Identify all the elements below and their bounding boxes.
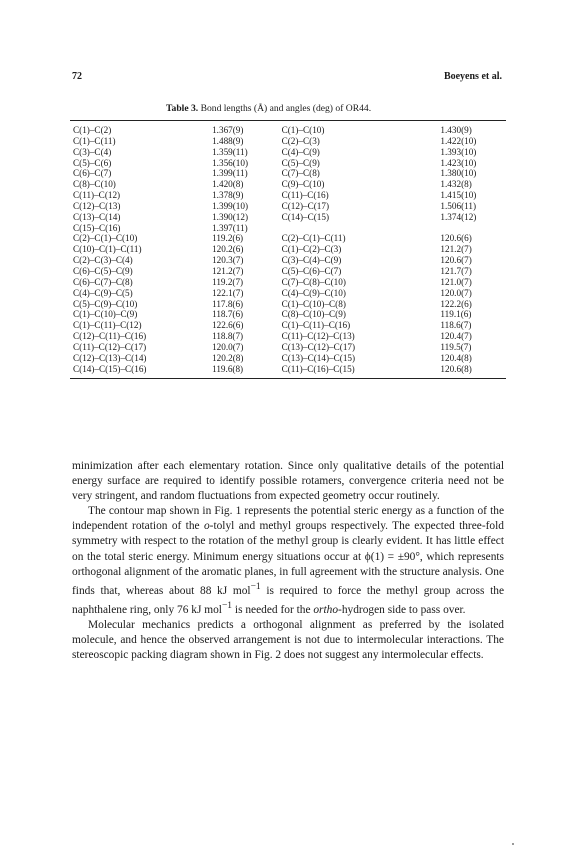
table-row: [70, 277, 506, 288]
bond-label-cell: C(2)–C(3): [281, 135, 320, 146]
bond-table-body: [70, 125, 506, 374]
table-row: [70, 244, 506, 255]
bond-value-cell: 120.6(7): [440, 255, 472, 266]
bond-value-cell: 120.2(6): [212, 244, 244, 255]
text-run: , which represents orthogonal alignment of the aromatic planes, in full agreement with the structure analysis. One finds that, whereas about 88 kJ mol: [72, 550, 504, 597]
bond-label-cell: [282, 223, 441, 234]
table-row: [70, 158, 506, 169]
bond-table: [70, 125, 506, 374]
paragraph: Molecular mechanics predicts a orthogonal alignment as preferred by the isolated molecule, and hence the observed arrangement is not due to intermolecular interactions. The stereoscopic packing diagram shown in Fig. 2 does not suggest any intermolecular effects.: [72, 618, 504, 661]
table-row: [70, 212, 506, 223]
bond-label-cell: C(1)–C(2): [73, 125, 112, 135]
paragraph: minimization after each elementary rotation. Since only qualitative details of the potential energy surface are required to identify possible rotamers, convergence criteria need not be very stringent, and random fluctuations from expected geometry occur routinely.: [72, 460, 504, 503]
scan-speck: [512, 843, 514, 845]
bond-label-cell: C(4)–C(9): [281, 146, 320, 157]
table-row: [70, 136, 506, 147]
text-run: The contour map shown in Fig. 1 represents the potential steric energy as a function of the independent rotation of the: [72, 505, 504, 533]
text-run: -tolyl and methyl groups respectively. The expected three-fold symmetry with respect to the rotation of the methyl group is clearly evident. It has little effect on the total steric energy. Minimum energy situations occur at: [72, 520, 504, 563]
bond-label-cell: C(1)–C(10)–C(8): [281, 298, 346, 309]
bond-label-cell: C(12)–C(17): [281, 200, 330, 211]
bond-value-cell: 1.359(11): [212, 146, 248, 157]
superscript: −1: [221, 600, 233, 611]
bond-value-cell: 1.397(11): [212, 222, 248, 233]
table-row: [70, 342, 506, 353]
bond-label-cell: C(8)–C(10): [73, 179, 116, 190]
bond-value-cell: 122.2(6): [440, 298, 472, 309]
bond-label-cell: C(7)–C(8)–C(10): [281, 276, 346, 287]
bond-label-cell: C(15)–C(16): [73, 222, 121, 233]
bond-label-cell: C(1)–C(11)–C(16): [281, 320, 351, 331]
bond-label-cell: C(3)–C(4): [73, 146, 112, 157]
bond-label-cell: C(12)–C(13)–C(14): [73, 352, 147, 363]
bond-label-cell: C(5)–C(6)–C(7): [281, 265, 342, 276]
bond-value-cell: 121.2(7): [440, 244, 472, 255]
bond-value-cell: 120.0(7): [440, 287, 472, 298]
bond-label-cell: C(3)–C(4)–C(9): [281, 255, 342, 266]
bond-value-cell: 119.6(8): [212, 363, 244, 374]
bond-value-cell: 1.423(10): [440, 157, 477, 168]
bond-label-cell: C(7)–C(8): [281, 168, 320, 179]
bond-value-cell: 1.506(11): [440, 200, 477, 211]
bond-value-cell: [440, 223, 506, 234]
paragraph: [72, 504, 504, 617]
bond-value-cell: 120.2(8): [212, 352, 244, 363]
bond-value-cell: 119.2(7): [212, 276, 244, 287]
table-row: [70, 233, 506, 244]
bond-label-cell: C(6)–C(7): [73, 168, 112, 179]
bond-value-cell: 117.8(6): [212, 298, 244, 309]
bond-value-cell: 1.422(10): [440, 135, 477, 146]
bond-label-cell: C(1)–C(2)–C(3): [281, 244, 342, 255]
table-row: [70, 309, 506, 320]
bond-label-cell: C(11)–C(16)–C(15): [281, 363, 355, 374]
table-row: [70, 125, 506, 136]
bond-label-cell: C(14)–C(15)–C(16): [73, 363, 147, 374]
bond-value-cell: 1.378(9): [212, 190, 244, 201]
bond-value-cell: 118.7(6): [212, 309, 244, 320]
bond-label-cell: C(12)–C(13): [73, 200, 121, 211]
bond-value-cell: 1.393(10): [440, 146, 477, 157]
table-row: [70, 364, 506, 375]
bond-label-cell: C(1)–C(11): [73, 135, 116, 146]
table-bottom-rule: [70, 378, 506, 379]
bond-label-cell: C(13)–C(14): [73, 211, 121, 222]
bond-label-cell: C(13)–C(14)–C(15): [281, 352, 356, 363]
bond-label-cell: C(4)–C(9)–C(10): [281, 287, 346, 298]
bond-value-cell: 122.1(7): [212, 287, 244, 298]
bond-value-cell: 121.0(7): [440, 276, 472, 287]
bond-label-cell: C(10)–C(1)–C(11): [73, 244, 142, 255]
bond-value-cell: 120.6(6): [440, 233, 472, 244]
bond-label-cell: C(2)–C(1)–C(11): [281, 233, 346, 244]
page-number: 72: [72, 71, 82, 82]
bond-value-cell: 120.3(7): [212, 255, 244, 266]
bond-value-cell: 118.8(7): [212, 331, 244, 342]
bond-value-cell: 1.420(8): [212, 179, 244, 190]
table-row: [70, 223, 506, 234]
bond-value-cell: 1.367(9): [212, 125, 244, 135]
bond-label-cell: C(8)–C(10)–C(9): [281, 309, 346, 320]
bond-label-cell: C(11)–C(12)–C(17): [73, 341, 147, 352]
bond-value-cell: 120.6(8): [440, 363, 472, 374]
bond-value-cell: 1.380(10): [440, 168, 477, 179]
table-row: [70, 288, 506, 299]
bond-value-cell: 120.0(7): [212, 341, 244, 352]
superscript: −1: [250, 581, 261, 592]
table-row: [70, 168, 506, 179]
bond-value-cell: 119.1(6): [440, 309, 472, 320]
bond-value-cell: 1.356(10): [212, 157, 249, 168]
bond-label-cell: C(13)–C(12)–C(17): [281, 341, 356, 352]
bond-label-cell: C(5)–C(6): [73, 157, 112, 168]
text-run: is required to force the methyl group across the naphthalene ring, only 76 kJ mol: [72, 584, 505, 616]
bond-label-cell: C(11)–C(16): [281, 190, 329, 201]
table-row: [70, 147, 506, 158]
bond-label-cell: C(14)–C(15): [281, 211, 330, 222]
bond-value-cell: 1.430(9): [440, 125, 472, 135]
italic-text: ortho: [313, 603, 339, 616]
bond-value-cell: 1.432(8): [440, 179, 472, 190]
table-row: [70, 331, 506, 342]
text-run: is needed for the: [232, 603, 314, 616]
bond-label-cell: C(6)–C(5)–C(9): [73, 265, 133, 276]
table-row: [70, 320, 506, 331]
bond-label-cell: C(4)–C(9)–C(5): [73, 287, 133, 298]
table-row: [70, 299, 506, 310]
bond-value-cell: 119.5(7): [440, 341, 472, 352]
bond-label-cell: C(2)–C(3)–C(4): [73, 255, 133, 266]
bond-label-cell: C(1)–C(11)–C(12): [73, 320, 142, 331]
table-row: [70, 179, 506, 190]
bond-value-cell: 1.399(10): [212, 200, 249, 211]
bond-value-cell: 1.399(11): [212, 168, 248, 179]
table-row: [70, 255, 506, 266]
bond-value-cell: 1.415(10): [440, 190, 477, 201]
math-expression: ϕ(1) = ±90°: [364, 550, 420, 563]
bond-value-cell: 120.4(7): [440, 331, 472, 342]
text-run: -hydrogen side to pass over.: [338, 603, 466, 616]
italic-text: o: [203, 520, 210, 533]
bond-value-cell: 119.2(6): [212, 233, 244, 244]
bond-label-cell: C(11)–C(12)–C(13): [281, 331, 355, 342]
bond-label-cell: C(11)–C(12): [73, 190, 121, 201]
bond-value-cell: 1.488(9): [212, 135, 244, 146]
bond-label-cell: C(9)–C(10): [281, 179, 325, 190]
table-caption: [166, 103, 371, 114]
table-row: [70, 201, 506, 212]
bond-value-cell: 120.4(8): [440, 352, 472, 363]
bond-value-cell: 1.374(12): [440, 211, 477, 222]
table-caption-label: Table 3.: [166, 103, 199, 114]
bond-value-cell: 121.7(7): [440, 265, 472, 276]
table-caption-text: Bond lengths (Å) and angles (deg) of OR44.: [200, 103, 372, 114]
bond-label-cell: C(6)–C(7)–C(8): [73, 276, 133, 287]
bond-label-cell: C(12)–C(11)–C(16): [73, 331, 147, 342]
bond-label-cell: C(5)–C(9)–C(10): [73, 298, 138, 309]
bond-value-cell: 121.2(7): [212, 265, 244, 276]
bond-label-cell: C(1)–C(10): [281, 125, 325, 135]
table-row: [70, 353, 506, 364]
running-head: Boeyens et al.: [443, 71, 502, 82]
table-row: [70, 266, 506, 277]
bond-label-cell: C(5)–C(9): [281, 157, 320, 168]
body-text: [72, 459, 504, 663]
bond-value-cell: 118.6(7): [440, 320, 472, 331]
bond-label-cell: C(1)–C(10)–C(9): [73, 309, 138, 320]
table-row: [70, 190, 506, 201]
bond-label-cell: C(2)–C(1)–C(10): [73, 233, 138, 244]
table-top-rule: [70, 120, 506, 121]
bond-value-cell: 122.6(6): [212, 320, 244, 331]
bond-value-cell: 1.390(12): [212, 211, 249, 222]
